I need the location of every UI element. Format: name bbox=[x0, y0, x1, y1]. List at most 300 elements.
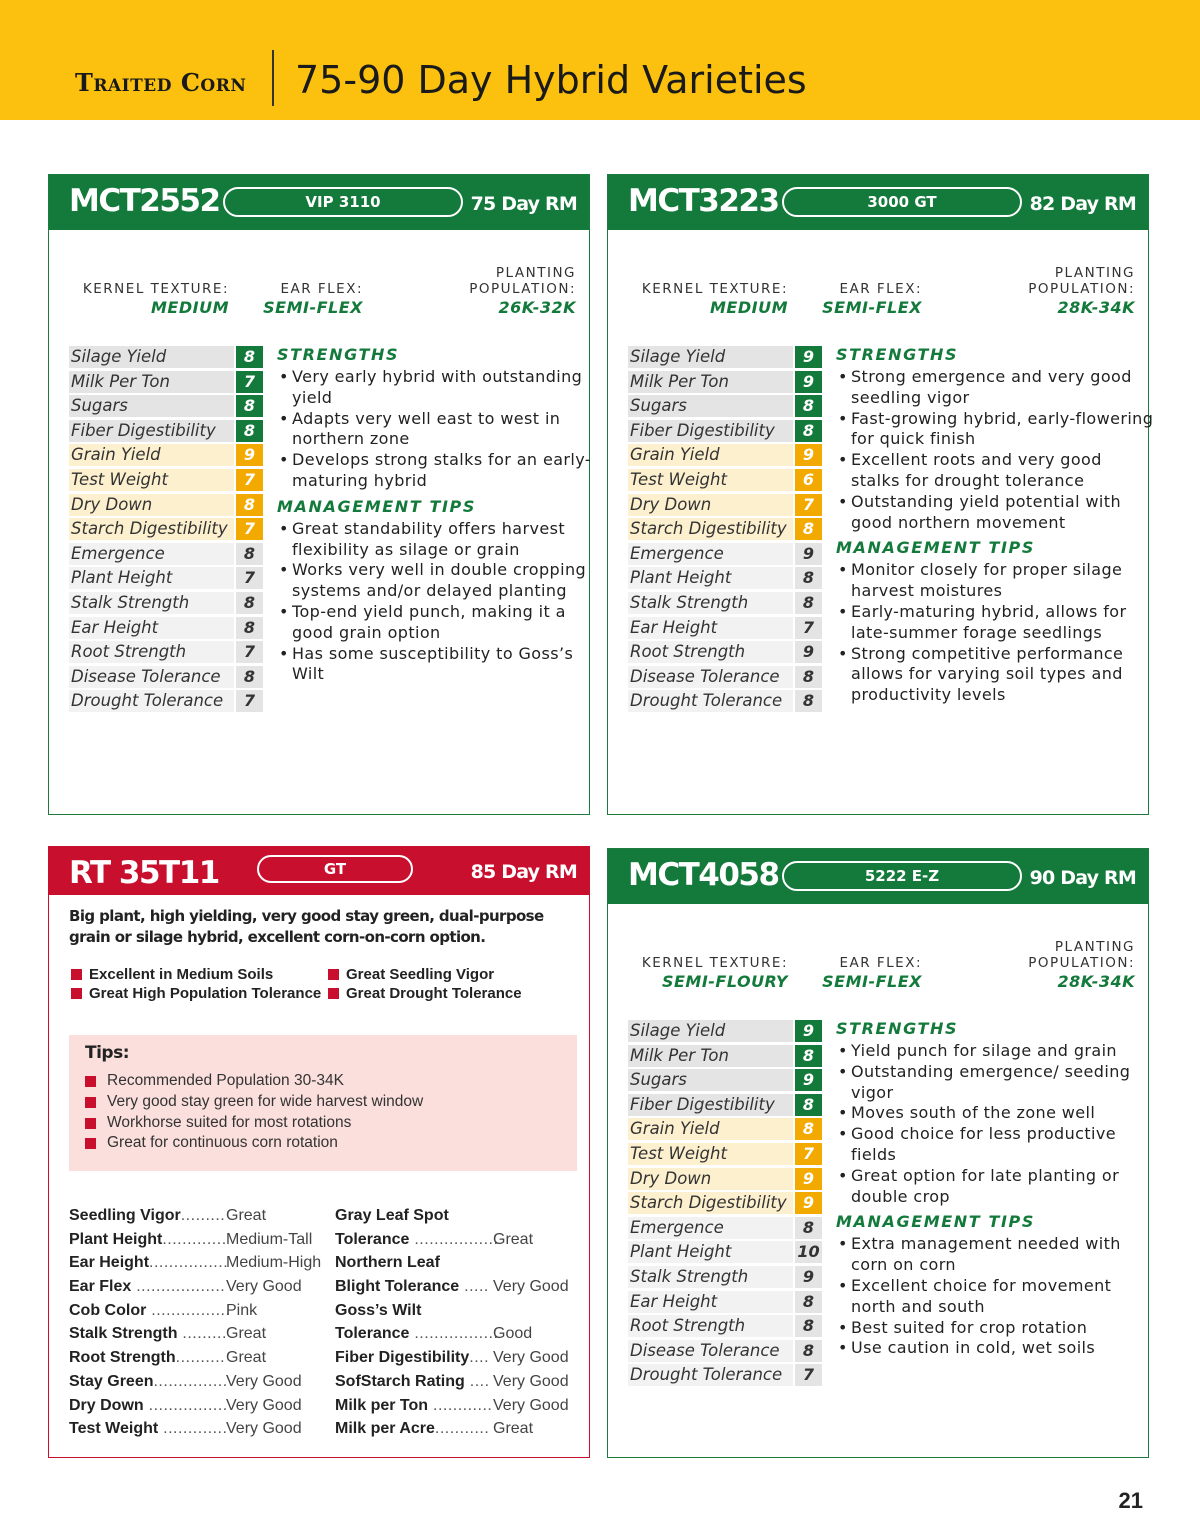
rating-value: 7 bbox=[236, 469, 263, 491]
spec-leader-dots: ..... bbox=[459, 1278, 489, 1296]
ear-flex bbox=[259, 281, 363, 317]
hybrid-name: MCT4058 bbox=[628, 857, 779, 893]
trait-pill: 5222 E-Z bbox=[782, 861, 1022, 891]
spec-row bbox=[335, 1228, 595, 1252]
strengths-list bbox=[277, 367, 597, 492]
rating-value: 8 bbox=[795, 1291, 822, 1313]
bullet-square-icon bbox=[328, 969, 339, 980]
spec-row bbox=[69, 1370, 329, 1394]
spec-row bbox=[335, 1370, 595, 1394]
spec-leader-dots: .................. bbox=[131, 1278, 226, 1296]
rating-label: Stalk Strength bbox=[628, 1266, 793, 1288]
specs-right bbox=[335, 1204, 595, 1441]
rating-value: 8 bbox=[795, 1118, 822, 1140]
strengths-section bbox=[836, 345, 1156, 706]
tip-text: Great for continuous corn rotation bbox=[107, 1134, 338, 1152]
ratings-table bbox=[628, 345, 823, 714]
rating-label: Test Weight bbox=[628, 469, 793, 491]
spec-row bbox=[335, 1204, 595, 1228]
ratings-table bbox=[69, 345, 264, 714]
card-title-bar bbox=[49, 175, 589, 230]
rating-row bbox=[628, 616, 823, 641]
rating-label: Sugars bbox=[628, 395, 793, 417]
feature-text: Great Seedling Vigor bbox=[346, 966, 495, 983]
spec-row bbox=[69, 1204, 329, 1228]
rating-row bbox=[628, 370, 823, 395]
strength-item: • Strong emergence and very good seedling vigor bbox=[836, 367, 1156, 409]
trait-pill: 3000 GT bbox=[782, 187, 1022, 217]
rating-row bbox=[628, 468, 823, 493]
rating-row bbox=[628, 1314, 823, 1339]
spec-label: Root Strength bbox=[69, 1349, 176, 1367]
tip-item bbox=[85, 1092, 423, 1113]
rating-row bbox=[69, 591, 264, 616]
rating-label: Ear Height bbox=[69, 617, 234, 639]
spec-value: Very Good bbox=[226, 1396, 302, 1414]
spec-value: Great bbox=[226, 1207, 267, 1224]
management-tip-item: • Monitor closely for proper silage harvest moistures bbox=[836, 560, 1156, 602]
rating-row bbox=[628, 1117, 823, 1142]
spec-value: Very Good bbox=[226, 1278, 302, 1296]
rating-row bbox=[69, 542, 264, 567]
spec-row bbox=[69, 1394, 329, 1418]
spec-row bbox=[69, 1417, 329, 1441]
feature-item bbox=[71, 984, 321, 1003]
rating-row bbox=[628, 1216, 823, 1241]
management-tips-list bbox=[277, 519, 597, 685]
rating-row bbox=[628, 443, 823, 468]
rating-row bbox=[628, 394, 823, 419]
rating-label: Disease Tolerance bbox=[628, 1340, 793, 1362]
rating-row bbox=[69, 517, 264, 542]
rating-label: Starch Digestibility bbox=[69, 518, 234, 540]
management-tip-item: • Best suited for crop rotation bbox=[836, 1318, 1156, 1339]
rating-label: Starch Digestibility bbox=[628, 518, 793, 540]
rating-value: 8 bbox=[795, 567, 822, 589]
hybrid-name: MCT2552 bbox=[69, 183, 220, 219]
spec-value: Very Good bbox=[493, 1396, 569, 1414]
rating-row bbox=[628, 640, 823, 665]
rating-value: 8 bbox=[795, 420, 822, 442]
tips-box bbox=[69, 1035, 577, 1171]
card-mct2552 bbox=[48, 174, 590, 815]
rating-row bbox=[69, 468, 264, 493]
bullet-square-icon bbox=[85, 1097, 96, 1108]
rating-value: 10 bbox=[795, 1241, 822, 1263]
spec-label: Seedling Vigor bbox=[69, 1207, 181, 1224]
rating-value: 8 bbox=[795, 395, 822, 417]
rating-label: Stalk Strength bbox=[69, 592, 234, 614]
rating-label: Emergence bbox=[69, 543, 234, 565]
strength-item: • Outstanding yield potential with good northern movement bbox=[836, 492, 1156, 534]
kernel-texture-value: MEDIUM bbox=[710, 298, 788, 317]
spec-leader-dots: ................ bbox=[143, 1396, 228, 1414]
spec-row bbox=[69, 1346, 329, 1370]
kernel-texture-value: SEMI-FLOURY bbox=[661, 972, 788, 991]
rating-value: 7 bbox=[795, 494, 822, 516]
rating-row bbox=[69, 419, 264, 444]
rating-value: 8 bbox=[795, 690, 822, 712]
bullet-square-icon bbox=[85, 1118, 96, 1129]
tip-text: Recommended Population 30-34K bbox=[107, 1072, 344, 1089]
tip-item bbox=[85, 1071, 423, 1092]
rating-value: 9 bbox=[795, 444, 822, 466]
kernel-texture bbox=[630, 955, 788, 991]
tip-item bbox=[85, 1133, 423, 1154]
management-tips-list bbox=[836, 560, 1156, 706]
rating-row bbox=[628, 1068, 823, 1093]
features-left bbox=[71, 965, 321, 1003]
rating-label: Silage Yield bbox=[628, 346, 793, 368]
planting-population bbox=[1005, 939, 1135, 991]
specs-left bbox=[69, 1204, 329, 1441]
management-tips-heading: MANAGEMENT TIPS bbox=[277, 496, 476, 516]
rating-label: Ear Height bbox=[628, 617, 793, 639]
management-tips-heading: MANAGEMENT TIPS bbox=[836, 538, 1035, 558]
rating-value: 9 bbox=[795, 371, 822, 393]
rating-row bbox=[628, 1363, 823, 1388]
spec-label: Dry Down bbox=[69, 1396, 144, 1414]
kernel-texture bbox=[630, 281, 788, 317]
kernel-texture-label: KERNEL TEXTURE: bbox=[641, 955, 788, 971]
spec-label: Gray Leaf Spot bbox=[335, 1207, 449, 1224]
rating-row bbox=[628, 1191, 823, 1216]
ear-flex bbox=[818, 281, 922, 317]
planting-label: PLANTING bbox=[1054, 265, 1135, 281]
spec-label: Ear Height bbox=[69, 1254, 150, 1272]
page-number: 21 bbox=[1118, 1488, 1143, 1513]
spec-row bbox=[335, 1299, 595, 1323]
spec-label: Stalk Strength bbox=[69, 1325, 178, 1343]
card-rt35t11 bbox=[48, 846, 590, 1458]
rating-row bbox=[628, 665, 823, 690]
card-title-bar bbox=[608, 175, 1148, 230]
rating-value: 7 bbox=[236, 690, 263, 712]
hybrid-name: MCT3223 bbox=[628, 183, 779, 219]
rating-value: 9 bbox=[795, 1192, 822, 1214]
strengths-section bbox=[836, 1019, 1156, 1359]
rating-row bbox=[69, 566, 264, 591]
planting-label: PLANTING bbox=[1054, 939, 1135, 955]
management-tip-item: • Works very well in double cropping systems and/or delayed planting bbox=[277, 560, 597, 602]
management-tip-item: • Top-end yield punch, making it a good grain option bbox=[277, 602, 597, 644]
rating-label: Silage Yield bbox=[69, 346, 234, 368]
rating-label: Test Weight bbox=[69, 469, 234, 491]
rating-row bbox=[628, 517, 823, 542]
rating-row bbox=[628, 1142, 823, 1167]
rating-label: Disease Tolerance bbox=[628, 666, 793, 688]
rating-row bbox=[69, 665, 264, 690]
ear-flex bbox=[818, 955, 922, 991]
rating-label: Grain Yield bbox=[69, 444, 234, 466]
hybrid-name: RT 35T11 bbox=[69, 855, 219, 891]
kernel-texture-label: KERNEL TEXTURE: bbox=[82, 281, 229, 297]
spec-value: Great bbox=[493, 1420, 534, 1438]
rating-row bbox=[628, 591, 823, 616]
strength-item: • Develops strong stalks for an early-maturing hybrid bbox=[277, 450, 597, 492]
rating-value: 9 bbox=[795, 1020, 822, 1042]
rating-row bbox=[69, 443, 264, 468]
spec-row bbox=[335, 1417, 595, 1441]
kernel-texture-label: KERNEL TEXTURE: bbox=[641, 281, 788, 297]
spec-label: Milk per Acre bbox=[335, 1420, 435, 1438]
management-tip-item: • Early-maturing hybrid, allows for late-summer forage seedlings bbox=[836, 602, 1156, 644]
population-value: 28K-34K bbox=[1057, 298, 1135, 317]
feature-item bbox=[328, 965, 522, 984]
spec-leader-dots: .... bbox=[464, 1372, 490, 1390]
rating-value: 7 bbox=[236, 641, 263, 663]
rating-label: Plant Height bbox=[628, 1241, 793, 1263]
spec-value: Very Good bbox=[493, 1278, 569, 1296]
spec-leader-dots: ................. bbox=[409, 1325, 499, 1343]
feature-item bbox=[71, 965, 321, 984]
ratings-table bbox=[628, 1019, 823, 1388]
rating-row bbox=[69, 640, 264, 665]
rating-row bbox=[69, 493, 264, 518]
rating-row bbox=[69, 689, 264, 714]
spec-row bbox=[69, 1228, 329, 1252]
rating-value: 7 bbox=[236, 371, 263, 393]
rating-label: Grain Yield bbox=[628, 444, 793, 466]
rating-value: 9 bbox=[795, 641, 822, 663]
brand-label: Traited Corn bbox=[75, 68, 247, 97]
spec-label: Ear Flex bbox=[69, 1278, 132, 1296]
spec-label: Fiber Digestibility bbox=[335, 1349, 470, 1367]
planting-label: PLANTING bbox=[495, 265, 576, 281]
rating-row bbox=[628, 1044, 823, 1069]
spec-label: Tolerance bbox=[335, 1230, 410, 1248]
feature-text: Great High Population Tolerance bbox=[89, 985, 322, 1002]
spec-leader-dots: .......... bbox=[175, 1349, 226, 1367]
ear-flex-label: EAR FLEX: bbox=[839, 281, 922, 297]
rating-label: Fiber Digestibility bbox=[628, 420, 793, 442]
ear-flex-label: EAR FLEX: bbox=[280, 281, 363, 297]
rating-label: Sugars bbox=[69, 395, 234, 417]
spec-value: Very Good bbox=[226, 1420, 302, 1438]
rating-label: Grain Yield bbox=[628, 1118, 793, 1140]
rating-row bbox=[628, 493, 823, 518]
rating-row bbox=[628, 542, 823, 567]
spec-value: Very Good bbox=[226, 1372, 302, 1390]
spec-value: Medium-Tall bbox=[226, 1230, 313, 1248]
strengths-heading: STRENGTHS bbox=[277, 345, 400, 364]
spec-label: Blight Tolerance bbox=[335, 1278, 460, 1296]
spec-row bbox=[69, 1251, 329, 1275]
strengths-list bbox=[836, 367, 1156, 533]
planting-population bbox=[446, 265, 576, 317]
rating-label: Fiber Digestibility bbox=[628, 1094, 793, 1116]
rating-value: 8 bbox=[795, 1340, 822, 1362]
rating-label: Disease Tolerance bbox=[69, 666, 234, 688]
spec-row bbox=[69, 1299, 329, 1323]
spec-value: Great bbox=[226, 1325, 267, 1343]
strength-item: • Moves south of the zone well bbox=[836, 1103, 1156, 1124]
rating-row bbox=[628, 566, 823, 591]
rating-row bbox=[628, 1093, 823, 1118]
rating-row bbox=[628, 1265, 823, 1290]
rating-value: 8 bbox=[236, 420, 263, 442]
spec-row bbox=[335, 1275, 595, 1299]
trait-pill: VIP 3110 bbox=[223, 187, 463, 217]
card-title-bar bbox=[49, 847, 589, 895]
rating-value: 9 bbox=[236, 444, 263, 466]
rating-value: 9 bbox=[795, 1266, 822, 1288]
spec-label: Northern Leaf bbox=[335, 1254, 440, 1272]
rating-label: Drought Tolerance bbox=[628, 1364, 793, 1386]
spec-row bbox=[335, 1394, 595, 1418]
rating-value: 8 bbox=[236, 592, 263, 614]
strength-item: • Fast-growing hybrid, early-flowering for quick finish bbox=[836, 409, 1156, 451]
strengths-section bbox=[277, 345, 597, 685]
spec-value: Good bbox=[493, 1325, 533, 1343]
management-tips-list bbox=[836, 1234, 1156, 1359]
rating-label: Plant Height bbox=[69, 567, 234, 589]
rating-label: Dry Down bbox=[628, 494, 793, 516]
rating-label: Emergence bbox=[628, 543, 793, 565]
card-mct3223 bbox=[607, 174, 1154, 815]
spec-value: Medium-High bbox=[226, 1254, 322, 1272]
kernel-texture bbox=[71, 281, 229, 317]
rating-label: Starch Digestibility bbox=[628, 1192, 793, 1214]
spec-label: Test Weight bbox=[69, 1420, 159, 1438]
hybrid-description: Big plant, high yielding, very good stay green, dual-purpose grain or silage hybrid, excellent corn-on-corn option. bbox=[69, 907, 544, 946]
planting-population bbox=[1005, 265, 1135, 317]
spec-value: Very Good bbox=[493, 1349, 569, 1367]
rating-row bbox=[69, 370, 264, 395]
management-tip-item: • Great standability offers harvest flexibility as silage or grain bbox=[277, 519, 597, 561]
rating-value: 8 bbox=[236, 543, 263, 565]
strength-item: • Adapts very well east to west in northern zone bbox=[277, 409, 597, 451]
rating-value: 8 bbox=[795, 518, 822, 540]
population-label: POPULATION: bbox=[1028, 955, 1135, 971]
strength-item: • Yield punch for silage and grain bbox=[836, 1041, 1156, 1062]
spec-value: Great bbox=[493, 1230, 534, 1248]
spec-label: Milk per Ton bbox=[335, 1396, 429, 1414]
rating-label: Emergence bbox=[628, 1217, 793, 1239]
bullet-square-icon bbox=[71, 988, 82, 999]
strength-item: • Great option for late planting or double crop bbox=[836, 1166, 1156, 1208]
rating-value: 8 bbox=[236, 617, 263, 639]
rating-row bbox=[69, 616, 264, 641]
feature-text: Great Drought Tolerance bbox=[346, 985, 522, 1002]
rating-label: Root Strength bbox=[69, 641, 234, 663]
management-tips-heading: MANAGEMENT TIPS bbox=[836, 1212, 1035, 1232]
rating-label: Ear Height bbox=[628, 1291, 793, 1313]
rating-value: 9 bbox=[795, 1069, 822, 1091]
spec-label: Tolerance bbox=[335, 1325, 410, 1343]
bullet-square-icon bbox=[85, 1138, 96, 1149]
rating-value: 9 bbox=[795, 346, 822, 368]
spec-row bbox=[335, 1346, 595, 1370]
ear-flex-value: SEMI-FLEX bbox=[822, 298, 922, 317]
spec-value: Pink bbox=[226, 1301, 258, 1319]
tip-item bbox=[85, 1113, 423, 1134]
rating-value: 8 bbox=[236, 494, 263, 516]
spec-leader-dots: ............ bbox=[428, 1396, 493, 1414]
management-tip-item: • Excellent choice for movement north and south bbox=[836, 1276, 1156, 1318]
card-mct4058 bbox=[607, 848, 1149, 1458]
rating-row bbox=[628, 1339, 823, 1364]
spec-leader-dots: ........... bbox=[434, 1420, 490, 1438]
strengths-heading: STRENGTHS bbox=[836, 1019, 959, 1038]
population-value: 26K-32K bbox=[498, 298, 576, 317]
rating-row bbox=[628, 1019, 823, 1044]
strengths-heading: STRENGTHS bbox=[836, 345, 959, 364]
header-divider bbox=[272, 50, 274, 106]
kernel-texture-value: MEDIUM bbox=[151, 298, 229, 317]
ear-flex-value: SEMI-FLEX bbox=[263, 298, 363, 317]
tips-heading: Tips: bbox=[85, 1043, 130, 1063]
strength-item: • Outstanding emergence/ seeding vigor bbox=[836, 1062, 1156, 1104]
spec-row bbox=[335, 1322, 595, 1346]
features-right bbox=[328, 965, 522, 1003]
spec-leader-dots: ......... bbox=[177, 1325, 227, 1343]
relative-maturity: 82 Day RM bbox=[1029, 193, 1136, 215]
ear-flex-label: EAR FLEX: bbox=[839, 955, 922, 971]
management-tip-item: • Has some susceptibility to Goss’s Wilt bbox=[277, 644, 597, 686]
relative-maturity: 75 Day RM bbox=[470, 193, 577, 215]
spec-value: Great bbox=[226, 1349, 267, 1367]
rating-label: Milk Per Ton bbox=[628, 1045, 793, 1067]
spec-leader-dots: ................ bbox=[149, 1254, 229, 1272]
rating-row bbox=[628, 419, 823, 444]
spec-label: Cob Color bbox=[69, 1301, 147, 1319]
strengths-list bbox=[836, 1041, 1156, 1207]
rating-label: Root Strength bbox=[628, 641, 793, 663]
rating-value: 7 bbox=[795, 1143, 822, 1165]
rating-value: 7 bbox=[795, 617, 822, 639]
rating-value: 9 bbox=[795, 543, 822, 565]
rating-label: Drought Tolerance bbox=[628, 690, 793, 712]
rating-value: 7 bbox=[236, 518, 263, 540]
rating-label: Drought Tolerance bbox=[69, 690, 234, 712]
spec-leader-dots: ................ bbox=[146, 1301, 231, 1319]
rating-label: Root Strength bbox=[628, 1315, 793, 1337]
rating-label: Dry Down bbox=[628, 1168, 793, 1190]
rating-row bbox=[69, 345, 264, 370]
rating-row bbox=[628, 345, 823, 370]
spec-row bbox=[69, 1275, 329, 1299]
rating-label: Milk Per Ton bbox=[69, 371, 234, 393]
management-tip-item: • Use caution in cold, wet soils bbox=[836, 1338, 1156, 1359]
rating-value: 8 bbox=[795, 1094, 822, 1116]
rating-label: Plant Height bbox=[628, 567, 793, 589]
tips-list bbox=[85, 1071, 423, 1154]
trait-pill: GT bbox=[257, 855, 413, 883]
rating-label: Dry Down bbox=[69, 494, 234, 516]
tip-text: Workhorse suited for most rotations bbox=[107, 1113, 352, 1131]
ear-flex-value: SEMI-FLEX bbox=[822, 972, 922, 991]
card-title-bar bbox=[608, 849, 1148, 904]
spec-label: SofStarch Rating bbox=[335, 1372, 465, 1390]
spec-leader-dots: ......... bbox=[180, 1207, 226, 1224]
bullet-square-icon bbox=[328, 988, 339, 999]
rating-row bbox=[628, 689, 823, 714]
strength-item: • Good choice for less productive fields bbox=[836, 1124, 1156, 1166]
rating-value: 7 bbox=[795, 1364, 822, 1386]
rating-value: 8 bbox=[236, 666, 263, 688]
spec-label: Plant Height bbox=[69, 1230, 163, 1248]
spec-label: Stay Green bbox=[69, 1372, 154, 1390]
feature-text: Excellent in Medium Soils bbox=[89, 966, 274, 983]
rating-value: 6 bbox=[795, 469, 822, 491]
rating-value: 8 bbox=[795, 666, 822, 688]
spec-leader-dots: ................. bbox=[409, 1230, 499, 1248]
relative-maturity: 90 Day RM bbox=[1029, 867, 1136, 889]
spec-leader-dots: .... bbox=[469, 1349, 490, 1367]
rating-value: 7 bbox=[236, 567, 263, 589]
rating-value: 8 bbox=[795, 1315, 822, 1337]
